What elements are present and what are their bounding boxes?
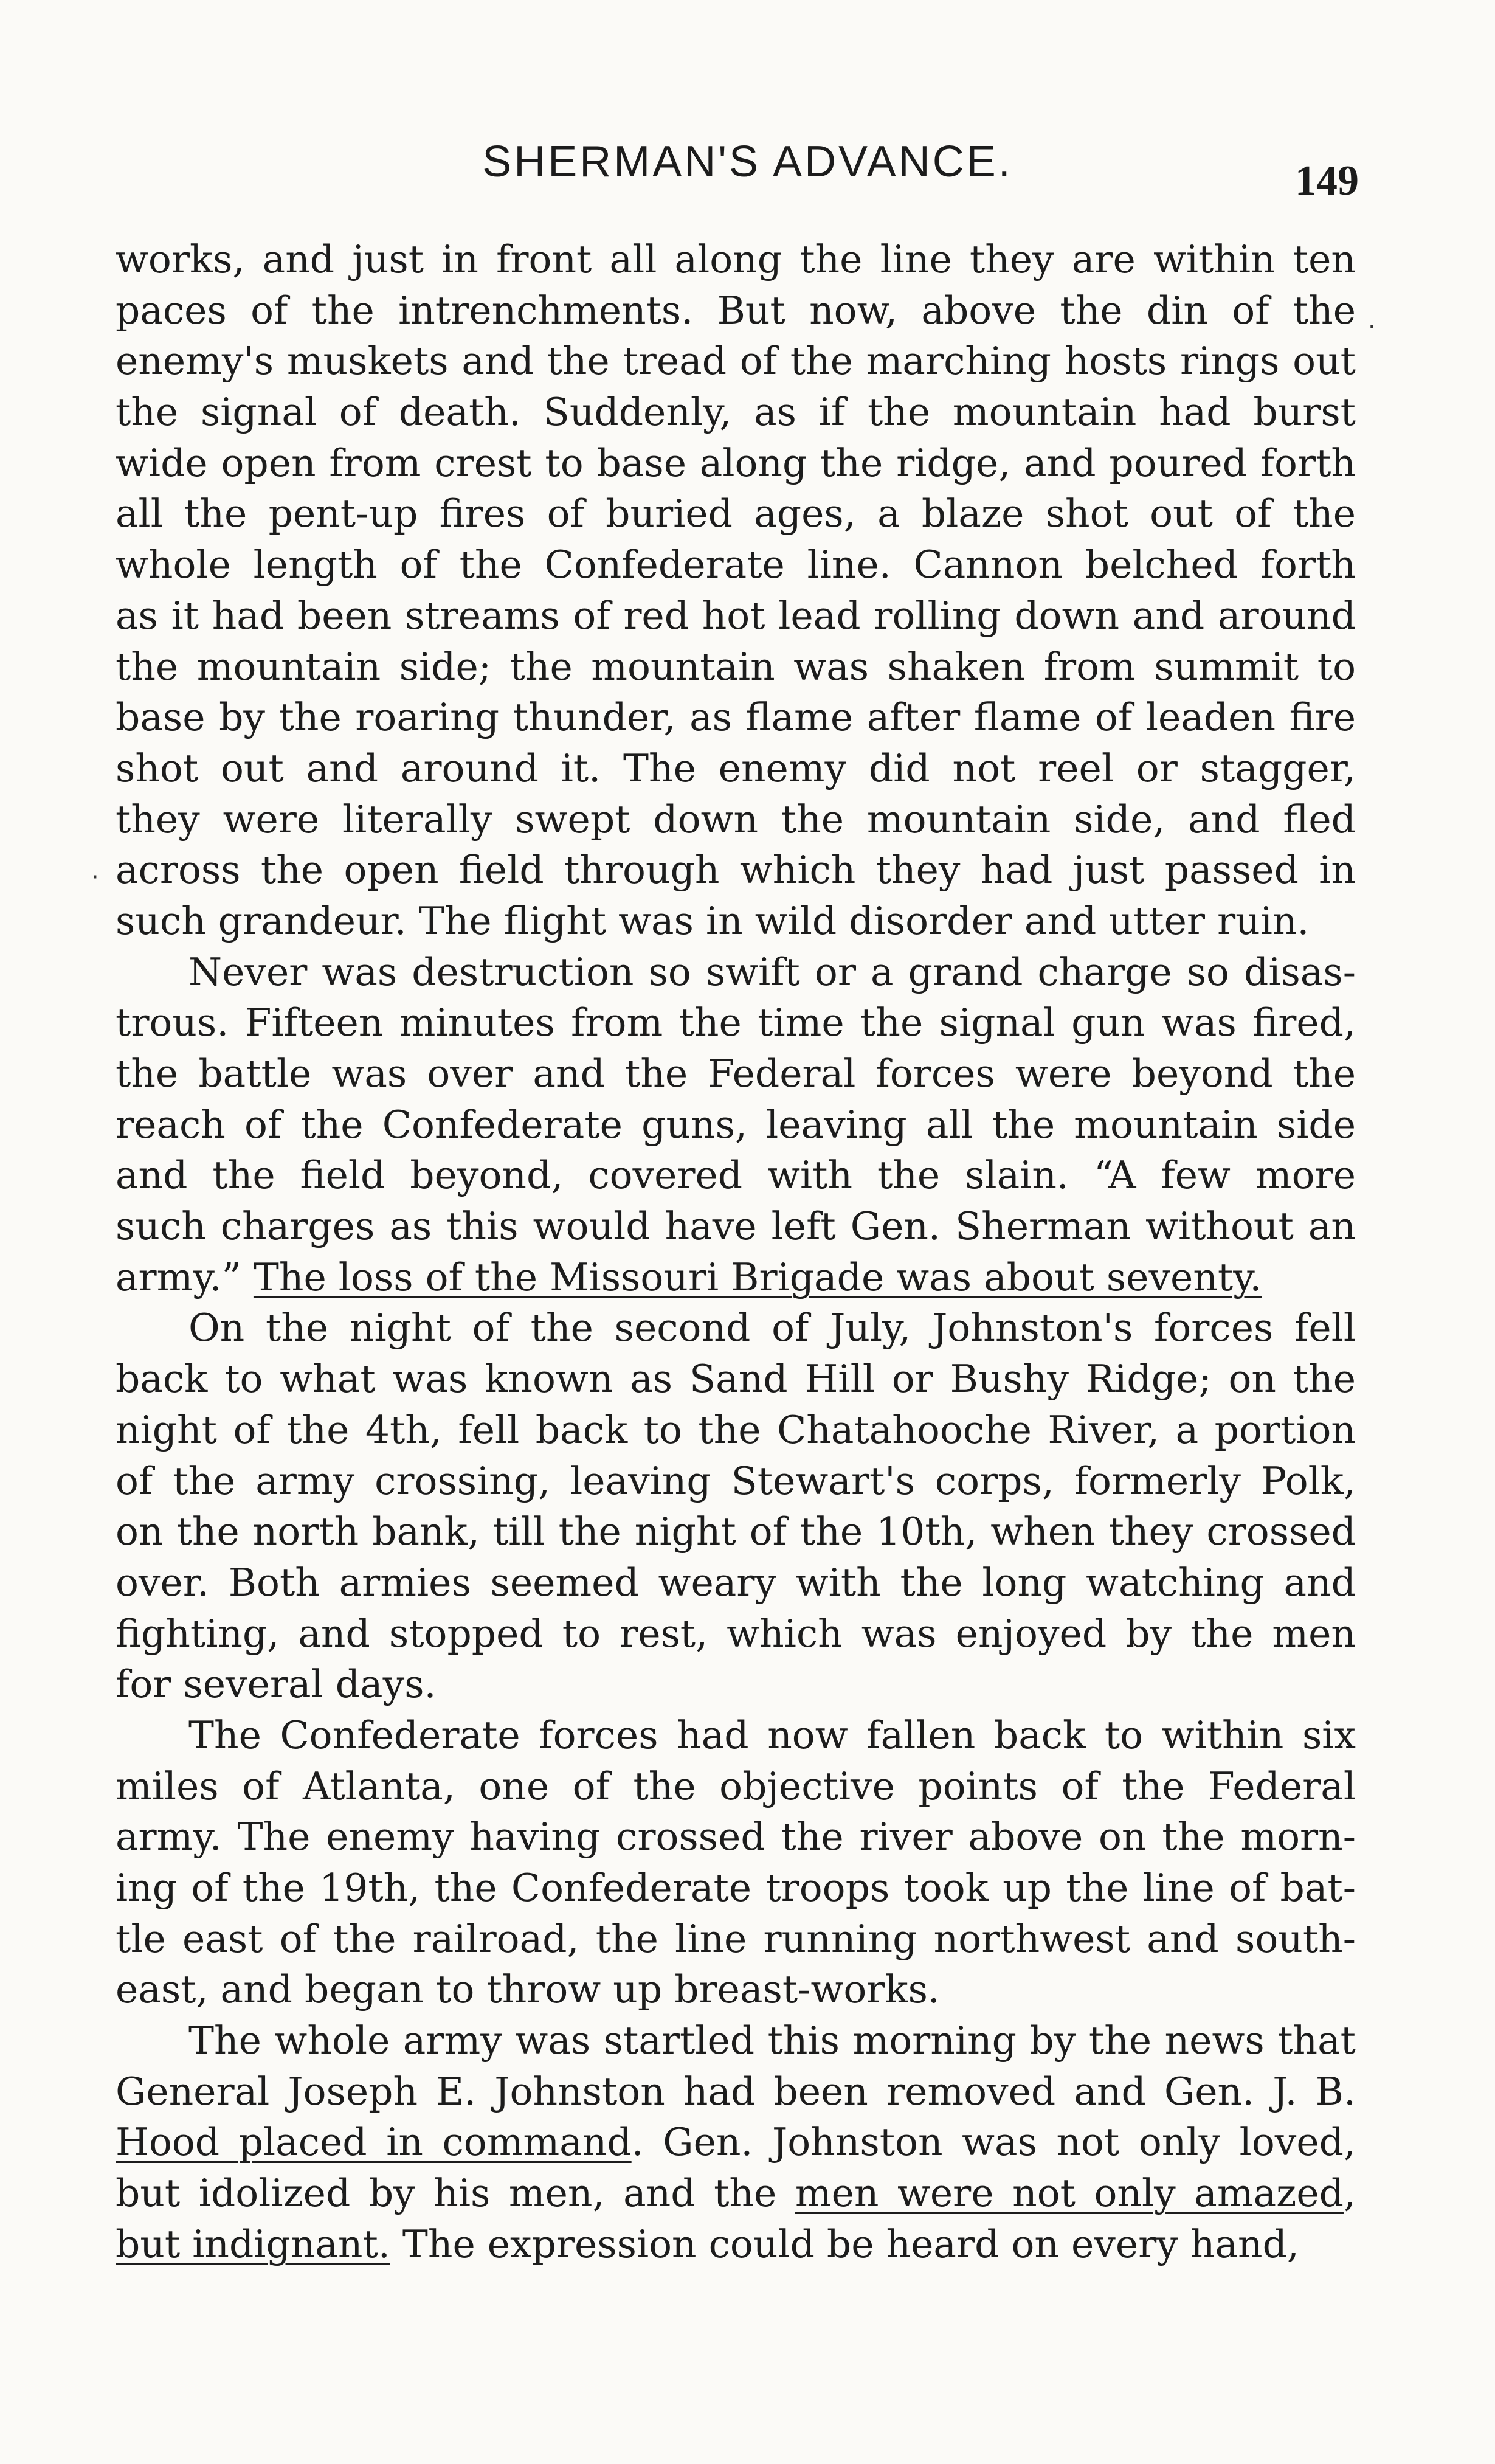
text-line: paces of the intrenchments. But now, above the din of the <box>116 288 1356 333</box>
text-line: base by the roaring thunder, as flame after flame of leaden fire <box>116 695 1356 740</box>
text-line: whole length of the Confederate line. Cannon belched forth <box>116 542 1356 587</box>
text-line: the battle was over and the Federal forces were beyond the <box>116 1051 1356 1096</box>
margin-dot: · <box>1368 313 1376 341</box>
line-text: The expression could be heard on every hand, <box>390 2221 1299 2266</box>
text-line <box>116 2168 1356 2219</box>
page-number: 149 <box>1295 157 1359 204</box>
body-text <box>116 234 1356 2270</box>
text-line: for several days. <box>116 1662 437 1707</box>
text-line: reach of the Confederate guns, leaving all the mountain side <box>116 1102 1356 1147</box>
text-line: ing of the 19th, the Confederate troops took up the line of bat- <box>116 1866 1356 1910</box>
text-line: back to what was known as Sand Hill or Bushy Ridge; on the <box>116 1357 1356 1402</box>
text-line: enemy's muskets and the tread of the marching hosts rings out <box>116 339 1356 384</box>
text-line: General Joseph E. Johnston had been removed and Gen. J. B. <box>116 2069 1356 2114</box>
text-line: The whole army was startled this morning by the news that <box>188 2018 1356 2063</box>
text-line <box>116 2219 1356 2270</box>
text-line: all the pent-up fires of buried ages, a blaze shot out of the <box>116 491 1356 536</box>
text-line: miles of Atlanta, one of the objective points of the Federal <box>116 1763 1356 1808</box>
text-line <box>116 2117 1356 2168</box>
text-line: they were literally swept down the mountain side, and fled <box>116 797 1356 842</box>
underlined-text: but indignant. <box>116 2221 390 2266</box>
margin-dot: · <box>91 863 99 891</box>
text-line: such grandeur. The flight was in wild disorder and utter ruin. <box>116 898 1310 943</box>
underlined-text: The loss of the Missouri Brigade was about seventy. <box>253 1254 1262 1299</box>
text-line: on the north bank, till the night of the 10th, when they crossed <box>116 1509 1356 1554</box>
text-line: Never was destruction so swift or a grand charge so disas- <box>188 949 1356 994</box>
text-line: of the army crossing, leaving Stewart's corps, formerly Polk, <box>116 1458 1356 1503</box>
text-line: wide open from crest to base along the ridge, and poured forth <box>116 440 1356 485</box>
text-line: and the field beyond, covered with the slain. “A few more <box>116 1153 1356 1198</box>
text-line: east, and began to throw up breast-works. <box>116 1967 940 2012</box>
running-head: SHERMAN'S ADVANCE. <box>482 137 1013 186</box>
text-line: night of the 4th, fell back to the Chatahooche River, a portion <box>116 1407 1356 1452</box>
text-line <box>116 1252 1356 1303</box>
text-line: across the open field through which they had just passed in <box>116 848 1356 893</box>
line-text: , <box>1343 2171 1356 2216</box>
line-text: but idolized by his men, and the <box>116 2171 795 2216</box>
text-line: works, and just in front all along the line they are within ten <box>116 237 1356 282</box>
text-line: army. The enemy having crossed the river above on the morn- <box>116 1815 1356 1860</box>
text-line: On the night of the second of July, Johnston's forces fell <box>188 1306 1356 1351</box>
line-text: army.” <box>116 1254 254 1299</box>
text-line: tle east of the railroad, the line running northwest and south- <box>116 1916 1356 1961</box>
text-line: fighting, and stopped to rest, which was enjoyed by the men <box>116 1611 1356 1656</box>
underlined-text: Hood placed in command <box>116 2120 632 2165</box>
text-line: trous. Fifteen minutes from the time the signal gun was fired, <box>116 1000 1356 1045</box>
text-line: shot out and around it. The enemy did not reel or stagger, <box>116 746 1356 791</box>
text-line: the signal of death. Suddenly, as if the mountain had burst <box>116 390 1356 435</box>
underlined-text: men were not only amazed <box>795 2171 1344 2216</box>
text-line: The Confederate forces had now fallen back to within six <box>188 1712 1356 1757</box>
text-line: such charges as this would have left Gen. Sherman without an <box>116 1204 1356 1249</box>
text-line: as it had been streams of red hot lead rolling down and around <box>116 593 1356 638</box>
line-text: . Gen. Johnston was not only loved, <box>631 2120 1356 2165</box>
text-line: the mountain side; the mountain was shaken from summit to <box>116 644 1356 689</box>
text-line: over. Both armies seemed weary with the long watching and <box>116 1560 1356 1605</box>
